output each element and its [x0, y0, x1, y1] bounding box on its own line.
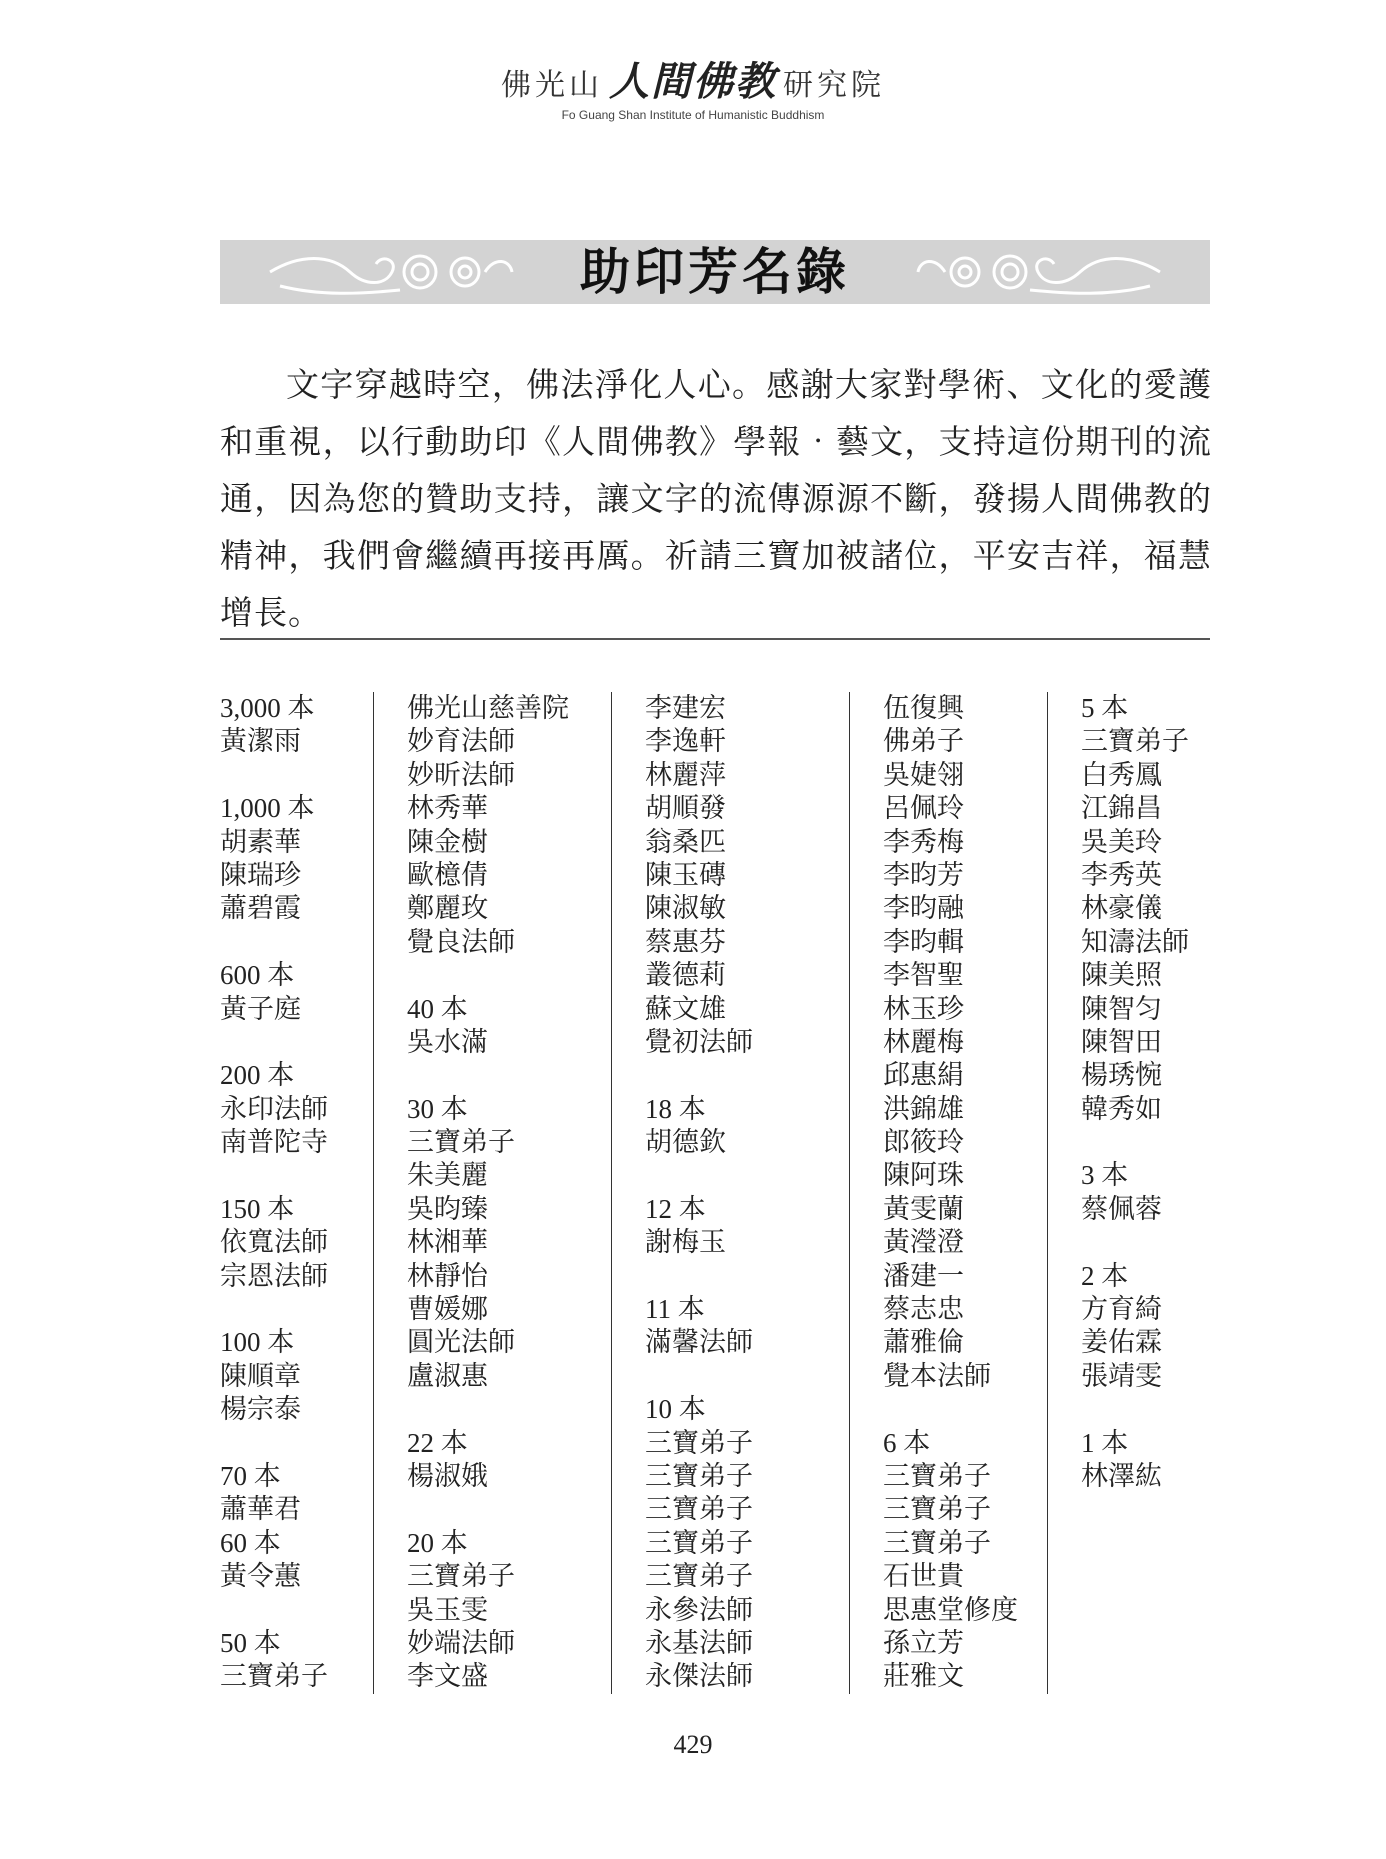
list-spacer [1081, 1393, 1210, 1426]
list-spacer [220, 926, 375, 959]
scroll-ornament-right-icon [910, 246, 1170, 298]
donor-name: 李昀融 [883, 893, 964, 925]
list-spacer [645, 1260, 846, 1293]
institute-name [0, 58, 1386, 106]
donor-name: 林麗萍 [645, 759, 726, 791]
donor-name: 三寶弟子 [645, 1527, 753, 1559]
donor-name: 盧淑惠 [407, 1360, 488, 1392]
donor-name: 永印法師 [220, 1093, 328, 1125]
donor-name: 蔡佩蓉 [1081, 1193, 1162, 1225]
donor-name: 莊雅文 [883, 1661, 964, 1693]
donor-name: 蕭華君 [220, 1494, 301, 1526]
donor-name: 吳水滿 [407, 1026, 488, 1058]
donor-name: 歐檍倩 [407, 859, 488, 891]
donor-name: 洪錦雄 [883, 1093, 964, 1125]
copies-heading: 40 本 [407, 993, 468, 1024]
donor-column-4 [849, 692, 1044, 1694]
intro-text: 文字穿越時空，佛法淨化人心。感謝大家對學術、文化的愛護和重視，以行動助印《人間佛教》學報‧藝文，支持這份期刊的流通，因為您的贊助支持，讓文字的流傳源源不斷，發揚人間佛教的精神，我們會繼續再接再厲。祈請三寶加被諸位，平安吉祥，福慧增長。 [220, 365, 1212, 632]
copies-heading: 6 本 [883, 1427, 931, 1458]
donor-name: 陳淑敏 [645, 893, 726, 925]
copies-heading: 70 本 [220, 1460, 281, 1491]
donor-name: 陳美照 [1081, 960, 1162, 992]
donor-name: 三寶弟子 [645, 1494, 753, 1526]
donor-name: 石世貴 [883, 1561, 964, 1593]
copies-heading: 3,000 本 [220, 693, 315, 723]
donor-name: 林玉珍 [883, 993, 964, 1025]
donor-name: 曹媛娜 [407, 1294, 488, 1326]
copies-heading: 150 本 [220, 1193, 295, 1224]
list-spacer [407, 1059, 608, 1092]
list-spacer [220, 1594, 375, 1627]
donor-name: 黃瀅澄 [883, 1227, 964, 1259]
donor-name: 思惠堂修度 [883, 1594, 1018, 1626]
donor-name: 胡德欽 [645, 1127, 726, 1159]
donor-name: 叢德莉 [645, 960, 726, 992]
copies-heading: 2 本 [1081, 1260, 1129, 1291]
section-divider [220, 638, 1210, 640]
donor-name: 依寬法師 [220, 1227, 328, 1259]
donor-name: 楊宗泰 [220, 1394, 301, 1426]
donor-name: 李智聖 [883, 960, 964, 992]
donor-name: 白秀鳳 [1081, 759, 1162, 791]
page-title: 助印芳名錄 [580, 242, 850, 301]
list-spacer [220, 1293, 375, 1326]
list-spacer [407, 959, 608, 992]
donor-name: 張靖雯 [1081, 1360, 1162, 1392]
copies-heading: 20 本 [407, 1527, 468, 1558]
donor-name: 陳智匀 [1081, 993, 1162, 1025]
copies-heading: 100 本 [220, 1327, 295, 1358]
donor-name: 李逸軒 [645, 726, 726, 758]
donor-name: 滿馨法師 [645, 1327, 753, 1359]
donor-name: 三寶弟子 [1081, 726, 1189, 758]
donor-name: 蔡惠芬 [645, 926, 726, 958]
donor-name: 蔡志忠 [883, 1294, 964, 1326]
donor-name: 知濤法師 [1081, 926, 1189, 958]
list-spacer [645, 1360, 846, 1393]
donor-name: 黃潔雨 [220, 726, 301, 758]
donor-name: 陳玉磚 [645, 859, 726, 891]
institute-logo-text: 人間佛教 [609, 58, 777, 105]
list-spacer [883, 1393, 1044, 1426]
donor-name: 三寶弟子 [645, 1561, 753, 1593]
copies-heading: 1,000 本 [220, 793, 315, 824]
donor-name: 覺本法師 [883, 1360, 991, 1392]
donor-name: 李秀英 [1081, 859, 1162, 891]
donor-name: 三寶弟子 [220, 1661, 328, 1693]
donor-name: 黃令蕙 [220, 1561, 301, 1593]
copies-heading: 22 本 [407, 1427, 468, 1458]
copies-heading: 50 本 [220, 1627, 281, 1658]
copies-heading: 200 本 [220, 1060, 295, 1091]
list-spacer [1081, 1126, 1210, 1159]
list-spacer [1081, 1226, 1210, 1259]
donor-name: 郎筱玲 [883, 1127, 964, 1159]
donor-name: 吳婕翎 [883, 759, 964, 791]
donor-name: 黃雯蘭 [883, 1193, 964, 1225]
donor-name: 三寶弟子 [407, 1127, 515, 1159]
donor-name: 鄭麗玫 [407, 893, 488, 925]
donor-name: 蕭雅倫 [883, 1327, 964, 1359]
title-banner [220, 240, 1210, 304]
donor-name: 楊淑娥 [407, 1460, 488, 1492]
donor-column-2 [373, 692, 608, 1694]
donor-name: 妙育法師 [407, 726, 515, 758]
donor-name: 謝梅玉 [645, 1227, 726, 1259]
donor-name: 李建宏 [645, 693, 726, 724]
donor-name: 南普陀寺 [220, 1127, 328, 1159]
institute-name-left: 佛光山 [501, 68, 603, 103]
donor-name: 胡順發 [645, 793, 726, 825]
donor-name: 陳阿珠 [883, 1160, 964, 1192]
donor-name: 翁桑匹 [645, 826, 726, 858]
donor-name: 姜佑霖 [1081, 1327, 1162, 1359]
institute-english-name: Fo Guang Shan Institute of Humanistic Buddhism [561, 108, 825, 122]
copies-heading: 600 本 [220, 960, 295, 991]
list-spacer [220, 1427, 375, 1460]
donor-name: 吳美玲 [1081, 826, 1162, 858]
donor-name: 林澤紘 [1081, 1460, 1162, 1492]
list-spacer [220, 1159, 375, 1192]
copies-heading: 11 本 [645, 1294, 705, 1325]
donor-name: 李昀芳 [883, 859, 964, 891]
page-number: 429 [673, 1730, 713, 1759]
donor-name: 李文盛 [407, 1661, 488, 1693]
donor-name: 永基法師 [645, 1627, 753, 1659]
donor-name: 圓光法師 [407, 1327, 515, 1359]
donor-name: 三寶弟子 [645, 1460, 753, 1492]
donor-name: 妙端法師 [407, 1627, 515, 1659]
list-spacer [220, 759, 375, 792]
donor-name: 陳順章 [220, 1360, 301, 1392]
donor-name: 呂佩玲 [883, 793, 964, 825]
donor-name: 林麗梅 [883, 1026, 964, 1058]
donor-name: 佛弟子 [883, 726, 964, 758]
donor-name: 李秀梅 [883, 826, 964, 858]
institute-name-right: 研究院 [783, 68, 885, 103]
donor-name: 陳智田 [1081, 1026, 1162, 1058]
donor-column-1 [220, 692, 375, 1694]
donor-name: 陳金樹 [407, 826, 488, 858]
donor-name: 林秀華 [407, 793, 488, 825]
copies-heading: 60 本 [220, 1527, 281, 1558]
donor-name: 李昀輯 [883, 926, 964, 958]
donor-name: 潘建一 [883, 1260, 964, 1292]
list-spacer [407, 1393, 608, 1426]
donor-name: 黃子庭 [220, 993, 301, 1025]
donor-name: 韓秀如 [1081, 1093, 1162, 1125]
donor-list [220, 692, 1210, 1694]
donor-name: 吳玉雯 [407, 1594, 488, 1626]
donor-name: 方育綺 [1081, 1294, 1162, 1326]
donor-name: 江錦昌 [1081, 793, 1162, 825]
donor-name: 永傑法師 [645, 1661, 753, 1693]
intro-paragraph [220, 356, 1212, 641]
copies-heading: 5 本 [1081, 693, 1129, 723]
donor-name: 三寶弟子 [407, 1561, 515, 1593]
donor-name: 林靜怡 [407, 1260, 488, 1292]
copies-heading: 18 本 [645, 1093, 706, 1124]
copies-heading: 1 本 [1081, 1427, 1129, 1458]
donor-name: 邱惠絹 [883, 1060, 964, 1092]
donor-name: 林豪儀 [1081, 893, 1162, 925]
donor-name: 蕭碧霞 [220, 893, 301, 925]
copies-heading: 10 本 [645, 1394, 706, 1425]
donor-name: 妙昕法師 [407, 759, 515, 791]
donor-name: 宗恩法師 [220, 1260, 328, 1292]
donor-name: 永參法師 [645, 1594, 753, 1626]
donor-name: 蘇文雄 [645, 993, 726, 1025]
donor-name: 三寶弟子 [883, 1527, 991, 1559]
copies-heading: 3 本 [1081, 1160, 1129, 1191]
donor-name: 陳瑞珍 [220, 859, 301, 891]
page-header [0, 58, 1386, 122]
donor-name: 三寶弟子 [645, 1427, 753, 1459]
list-spacer [645, 1159, 846, 1192]
list-spacer [645, 1059, 846, 1092]
copies-heading: 30 本 [407, 1093, 468, 1124]
donor-name: 林湘華 [407, 1227, 488, 1259]
donor-name: 覺良法師 [407, 926, 515, 958]
donor-name: 三寶弟子 [883, 1460, 991, 1492]
donor-name: 佛光山慈善院 [407, 693, 569, 724]
donor-name: 伍復興 [883, 693, 964, 724]
copies-heading: 12 本 [645, 1193, 706, 1224]
donor-name: 朱美麗 [407, 1160, 488, 1192]
donor-name: 胡素華 [220, 826, 301, 858]
list-spacer [220, 1026, 375, 1059]
donor-name: 孫立芳 [883, 1627, 964, 1659]
list-spacer [407, 1493, 608, 1526]
donor-name: 三寶弟子 [883, 1494, 991, 1526]
donor-name: 楊琇惋 [1081, 1060, 1162, 1092]
donor-column-5 [1047, 692, 1210, 1694]
donor-column-3 [611, 692, 846, 1694]
donor-name: 吳昀臻 [407, 1193, 488, 1225]
donor-name: 覺初法師 [645, 1026, 753, 1058]
